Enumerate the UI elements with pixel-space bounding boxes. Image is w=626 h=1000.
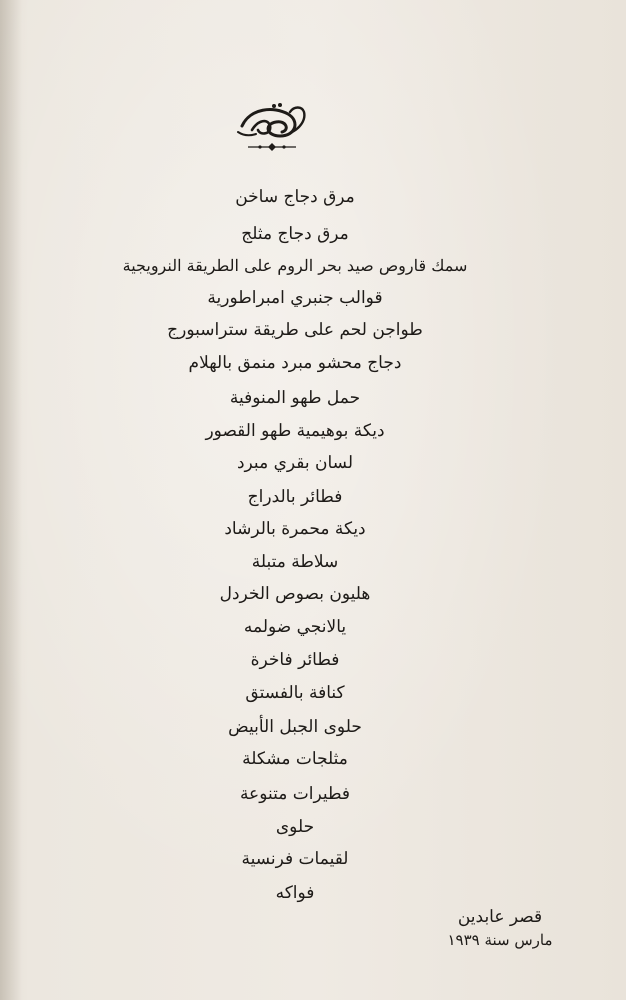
- menu-item: ديكة بوهيمية طهو القصور: [205, 421, 385, 441]
- menu-item: لسان بقري مبرد: [236, 453, 354, 473]
- binding-shadow: [0, 0, 22, 1000]
- menu-item: كنافة بالفستق: [245, 683, 345, 703]
- menu-item: طواجن لحم على طريقة ستراسبورج: [167, 320, 423, 340]
- place-and-date: [430, 905, 570, 951]
- menu-item: ديكة محمرة بالرشاد: [224, 519, 366, 539]
- menu-item: حلوى: [275, 817, 315, 837]
- menu-item: لقيمات فرنسية: [241, 849, 349, 869]
- menu-item: مرق دجاج ساخن: [235, 187, 355, 207]
- menu-item: حمل طهو المنوفية: [229, 388, 361, 408]
- menu-item: حلوى الجبل الأبيض: [228, 717, 362, 737]
- menu-item: فطيرات متنوعة: [239, 784, 351, 804]
- menu-list: [60, 0, 530, 1000]
- menu-item: مثلجات مشكلة: [242, 749, 348, 769]
- menu-date: مارس سنة ١٩٣٩: [447, 931, 553, 949]
- menu-item: دجاج محشو مبرد منمق بالهلام: [188, 353, 402, 373]
- menu-item: فطائر فاخرة: [250, 650, 340, 670]
- menu-item: فواكه: [275, 883, 315, 903]
- menu-item: يالانجي ضولمه: [243, 617, 347, 637]
- menu-item: قوالب جنبري امبراطورية: [207, 288, 383, 308]
- menu-item: هليون بصوص الخردل: [219, 584, 371, 604]
- palace-name: قصر عابدين: [457, 907, 543, 927]
- menu-item: سمك قاروص صيد بحر الروم على الطريقة النرويجية: [122, 256, 468, 275]
- menu-item: سلاطة متبلة: [251, 552, 339, 572]
- menu-item: فطائر بالدراج: [247, 487, 343, 507]
- menu-item: مرق دجاج مثلج: [241, 224, 349, 244]
